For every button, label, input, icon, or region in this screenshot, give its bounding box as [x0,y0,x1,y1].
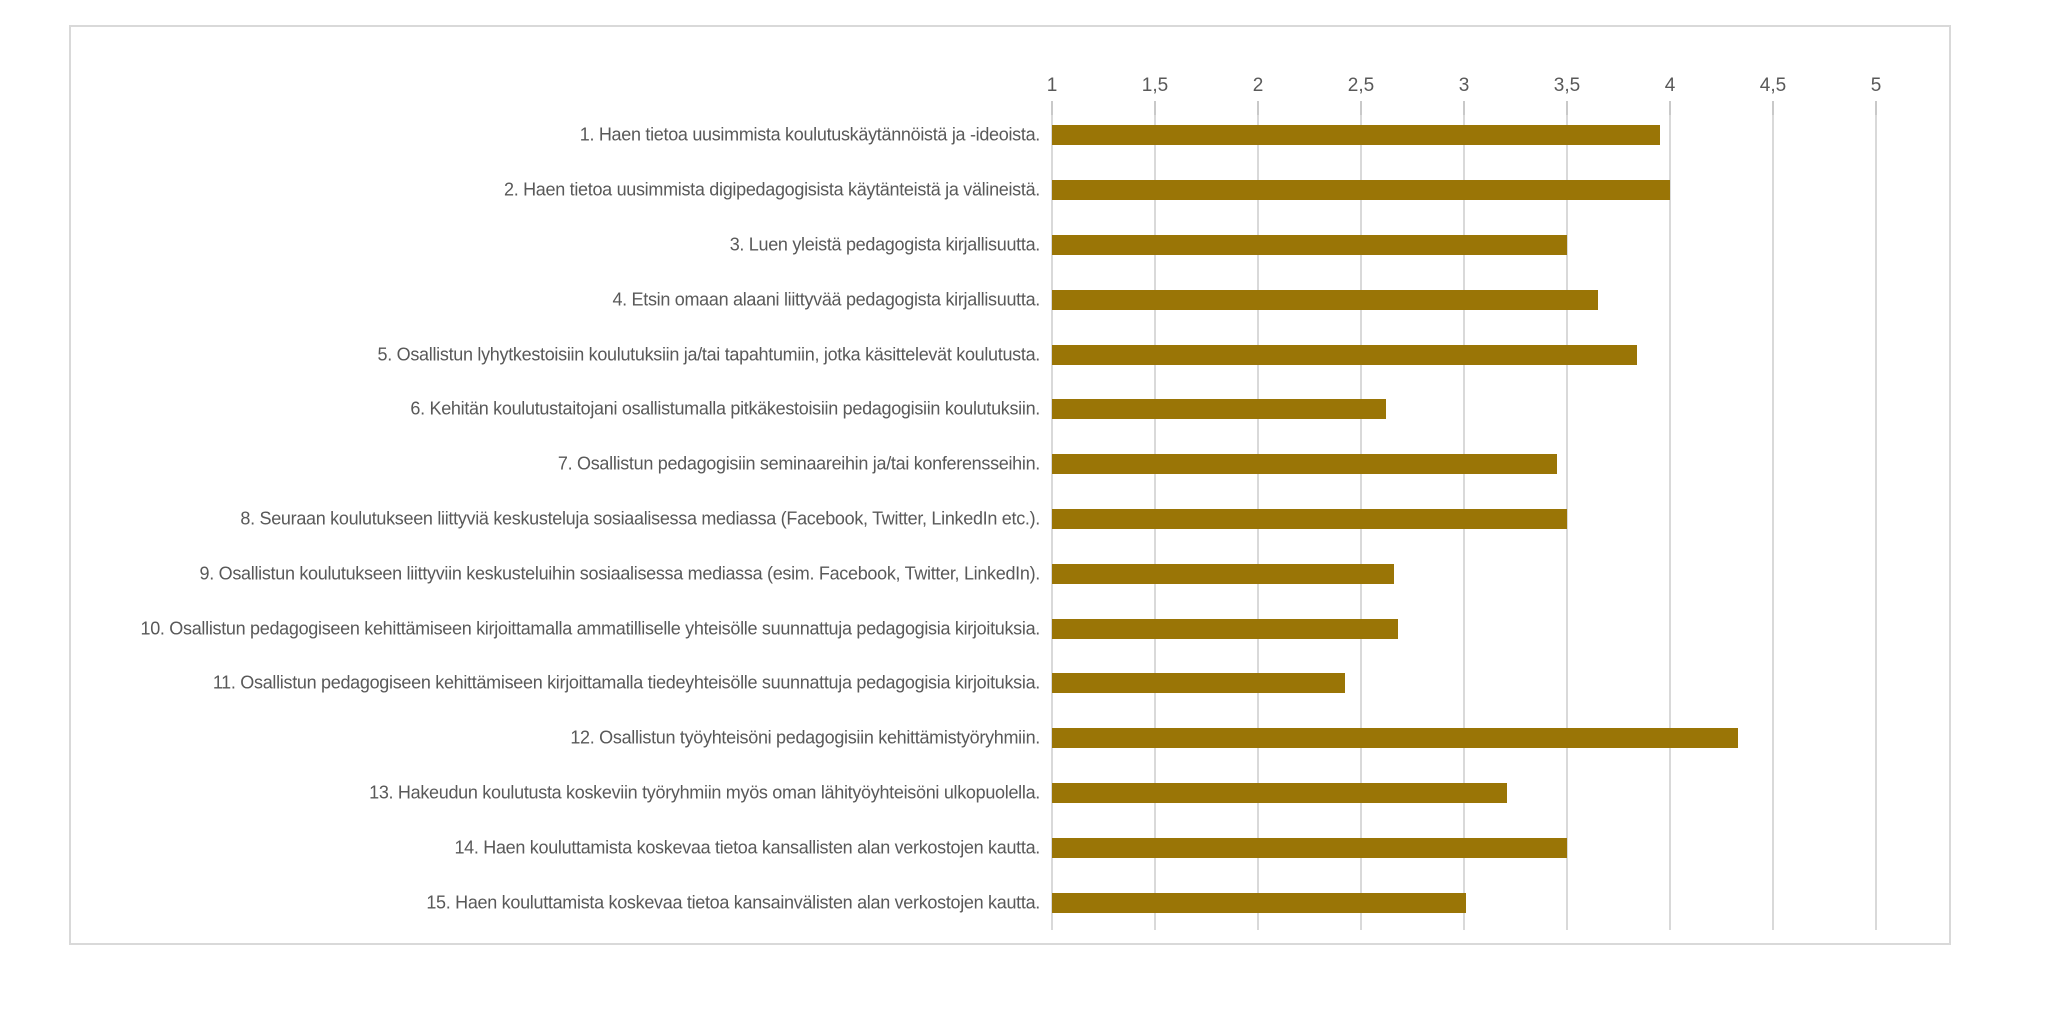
category-label: 14. Haen kouluttamista koskevaa tietoa kansallisten alan verkostojen kautta. [454,837,1040,858]
x-tick-label: 2,5 [1347,75,1375,96]
x-tick-label: 5 [1870,75,1882,96]
bar[interactable] [1052,235,1567,255]
x-tick-mark [1566,101,1568,115]
category-label: 7. Osallistun pedagogisiin seminaareihin ja/tai konferensseihin. [557,453,1040,474]
x-tick-label: 4,5 [1759,75,1787,96]
x-tick-mark [1772,101,1774,115]
x-tick-label: 1 [1046,75,1058,96]
bar[interactable] [1052,893,1466,913]
gridline [1669,108,1671,930]
category-label: 15. Haen kouluttamista koskevaa tietoa kansainvälisten alan verkostojen kautta. [426,892,1040,913]
bar[interactable] [1052,783,1507,803]
x-tick-label: 1,5 [1141,75,1169,96]
x-tick-mark [1257,101,1259,115]
bar[interactable] [1052,454,1557,474]
category-label: 5. Osallistun lyhytkestoisiin koulutuksiin ja/tai tapahtumiin, jotka käsittelevät koulutusta. [377,344,1040,365]
category-label: 6. Kehitän koulutustaitojani osallistumalla pitkäkestoisiin pedagogisiin koulutuksiin. [410,398,1040,419]
x-tick-mark [1051,101,1053,115]
bar[interactable] [1052,399,1386,419]
x-tick-mark [1360,101,1362,115]
category-label: 10. Osallistun pedagogiseen kehittämiseen kirjoittamalla ammatilliselle yhteisölle suunnattuja pedagogisia kirjoituksia. [140,618,1040,639]
bar[interactable] [1052,838,1567,858]
bar[interactable] [1052,290,1598,310]
x-tick-mark [1669,101,1671,115]
bar[interactable] [1052,345,1637,365]
category-label: 3. Luen yleistä pedagogista kirjallisuutta. [729,234,1040,255]
x-tick-label: 2 [1252,75,1264,96]
category-label: 13. Hakeudun koulutusta koskeviin työryhmiin myös oman lähityöyhteisöni ulkopuolella. [369,782,1040,803]
x-tick-mark [1875,101,1877,115]
x-tick-mark [1463,101,1465,115]
category-label: 11. Osallistun pedagogiseen kehittämiseen kirjoittamalla tiedeyhteisölle suunnattuja pedagogisia kirjoituksia. [212,672,1040,693]
x-tick-label: 3,5 [1553,75,1581,96]
category-label: 12. Osallistun työyhteisöni pedagogisiin kehittämistyöryhmiin. [570,727,1040,748]
bar[interactable] [1052,564,1394,584]
bar[interactable] [1052,125,1660,145]
category-label: 2. Haen tietoa uusimmista digipedagogisista käytänteistä ja välineistä. [503,179,1040,200]
gridline [1875,108,1877,930]
gridline [1772,108,1774,930]
category-label: 4. Etsin omaan alaani liittyvää pedagogista kirjallisuutta. [612,289,1040,310]
category-label: 8. Seuraan koulutukseen liittyviä keskusteluja sosiaalisessa mediassa (Facebook, Twitter, LinkedIn etc.). [240,508,1040,529]
bar[interactable] [1052,619,1398,639]
x-tick-label: 3 [1458,75,1470,96]
category-label: 9. Osallistun koulutukseen liittyviin keskusteluihin sosiaalisessa mediassa (esim. Facebook, Twitter, LinkedIn). [199,563,1040,584]
bar[interactable] [1052,673,1345,693]
bar[interactable] [1052,180,1670,200]
bar[interactable] [1052,509,1567,529]
bar[interactable] [1052,728,1738,748]
category-label: 1. Haen tietoa uusimmista koulutuskäytännöistä ja -ideoista. [579,124,1040,145]
x-tick-mark [1154,101,1156,115]
x-tick-label: 4 [1664,75,1676,96]
